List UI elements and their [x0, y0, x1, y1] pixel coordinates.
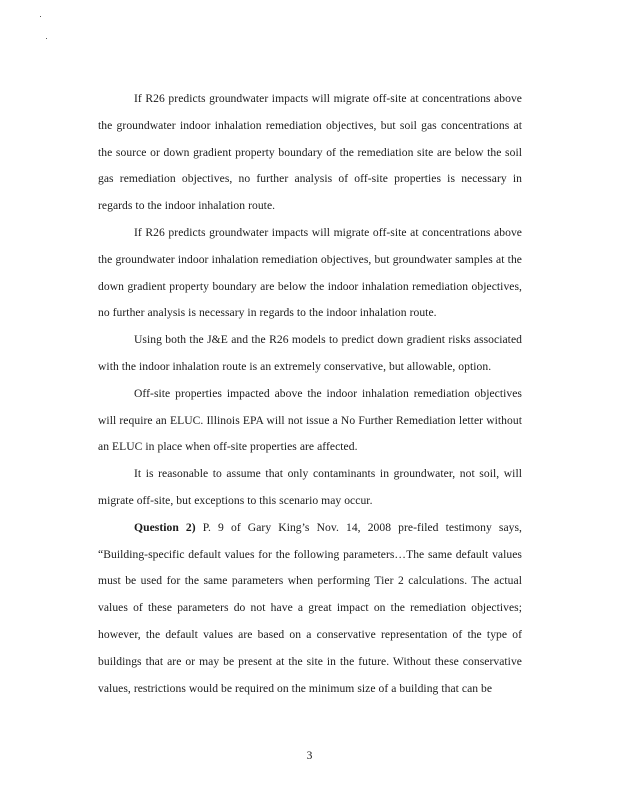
paragraph: If R26 predicts groundwater impacts will migrate off-site at concentrations above the groundwater indoor inhalation remediation objectives, but groundwater samples at the down gradient property boundary are below the indoor inhalation remediation objectives, no further analysis is necessary in regards to the indoor inhalation route.	[98, 225, 522, 320]
question-text: P. 9 of Gary King’s Nov. 14, 2008 pre-filed testimony says, “Building-specific default values for the following parameters…The same default values must be used for the same parameters when performing Tier 2 calculations. The actual values of these parameters do not have a great impact on the remediation objectives; however, the default values are based on a conservative representation of the type of buildings that are or may be present at the site in the future. Without these conservative values, restrictions would be required on the minimum size of a building that can be	[98, 520, 522, 695]
paragraph: It is reasonable to assume that only contaminants in groundwater, not soil, will migrate off-site, but exceptions to this scenario may occur.	[98, 467, 522, 507]
paragraph: Using both the J&E and the R26 models to predict down gradient risks associated with the indoor inhalation route is an extremely conservative, but allowable, option.	[98, 333, 522, 373]
question-paragraph	[98, 515, 522, 703]
page-number: 3	[306, 750, 313, 762]
paragraph: Off-site properties impacted above the indoor inhalation remediation objectives will require an ELUC. Illinois EPA will not issue a No Further Remediation letter without an ELUC in place when off-site properties are affected.	[98, 386, 522, 454]
body-text	[98, 86, 522, 702]
question-label: Question 2)	[134, 520, 196, 534]
paragraph: If R26 predicts groundwater impacts will migrate off-site at concentrations above the groundwater indoor inhalation remediation objectives, but soil gas concentrations at the source or down gradient property boundary of the remediation site are below the soil gas remediation objectives, no further analysis of off-site properties is necessary in regards to the indoor inhalation route.	[98, 92, 522, 213]
